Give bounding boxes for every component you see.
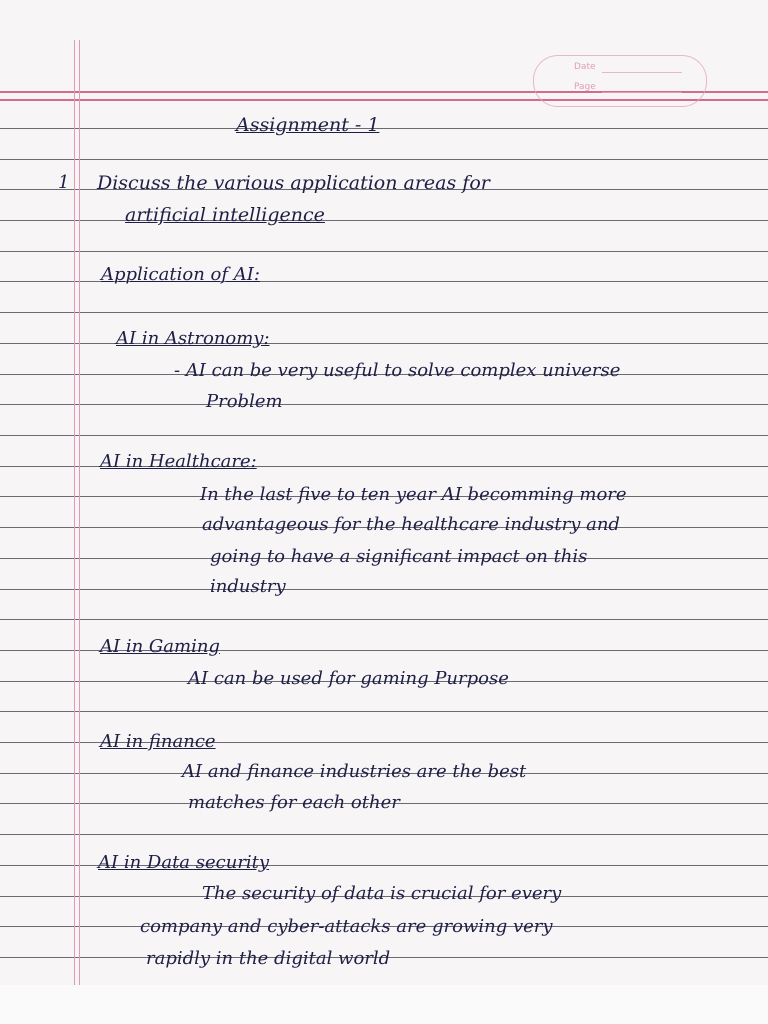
page-bottom-edge xyxy=(0,985,768,1024)
healthcare-body-1: In the last five to ten year AI becomming more xyxy=(200,484,627,505)
data-security-body-1: The security of data is crucial for every xyxy=(202,883,562,904)
page-line xyxy=(602,92,682,93)
finance-heading: AI in finance xyxy=(100,731,216,752)
data-security-body-3: rapidly in the digital world xyxy=(146,948,391,969)
gaming-heading: AI in Gaming xyxy=(100,636,220,657)
ruled-line xyxy=(0,834,768,835)
ruled-line xyxy=(0,128,768,129)
finance-body-2: matches for each other xyxy=(188,792,400,813)
section-title: Application of AI: xyxy=(101,264,260,285)
ruled-line xyxy=(0,312,768,313)
ruled-line xyxy=(0,435,768,436)
ruled-line xyxy=(0,220,768,221)
healthcare-heading: AI in Healthcare: xyxy=(100,451,257,472)
question-line-2: artificial intelligence xyxy=(125,204,325,226)
assignment-heading: Assignment - 1 xyxy=(236,114,380,136)
ruled-line xyxy=(0,404,768,405)
gaming-body-1: AI can be used for gaming Purpose xyxy=(188,668,509,689)
date-page-box xyxy=(533,55,707,107)
date-label: Date xyxy=(574,62,596,72)
healthcare-body-3: going to have a significant impact on this xyxy=(210,546,588,567)
ruled-line xyxy=(0,619,768,620)
data-security-body-2: company and cyber-attacks are growing very xyxy=(140,916,553,937)
finance-body-1: AI and finance industries are the best xyxy=(182,761,527,782)
date-line xyxy=(602,72,682,73)
ruled-line xyxy=(0,159,768,160)
left-margin-line-2 xyxy=(79,40,80,1024)
left-margin-line xyxy=(74,40,75,1024)
ruled-line xyxy=(0,711,768,712)
healthcare-body-4: industry xyxy=(210,576,286,597)
question-line-1: Discuss the various application areas for xyxy=(97,172,490,194)
astronomy-heading: AI in Astronomy: xyxy=(116,328,270,349)
healthcare-body-2: advantageous for the healthcare industry and xyxy=(202,514,620,535)
data-security-heading: AI in Data security xyxy=(98,852,270,873)
page-label: Page xyxy=(574,82,596,92)
ruled-line xyxy=(0,589,768,590)
astronomy-body-2: Problem xyxy=(206,391,283,412)
question-number: 1 xyxy=(58,172,70,193)
astronomy-body-1: - AI can be very useful to solve complex universe xyxy=(174,360,621,381)
ruled-line xyxy=(0,251,768,252)
